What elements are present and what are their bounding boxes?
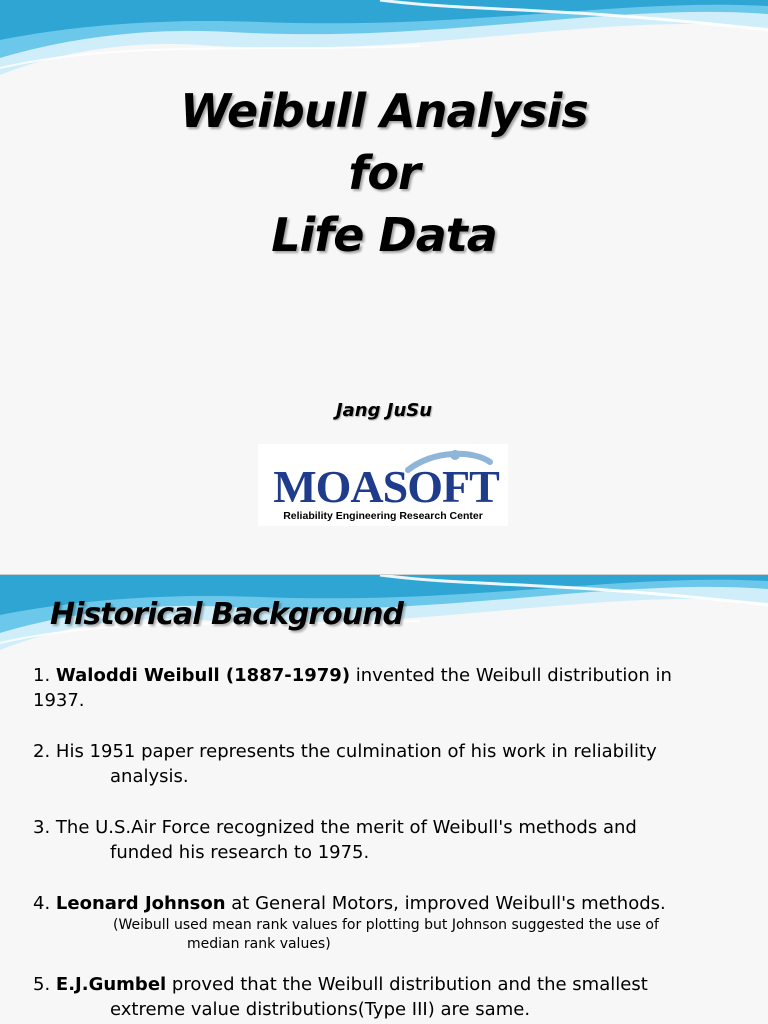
- item-number: 4.: [33, 893, 51, 914]
- item-number: 1.: [33, 665, 51, 686]
- item-number: 2.: [33, 741, 51, 762]
- presentation-title: [0, 80, 768, 266]
- item-continuation: analysis.: [110, 766, 189, 787]
- content-slide: [0, 575, 768, 1024]
- title-line-1: Weibull Analysis: [180, 84, 588, 138]
- item-text: at General Motors, improved Weibull's methods.: [225, 893, 666, 914]
- list-item: [33, 739, 733, 789]
- item-continuation: funded his research to 1975.: [110, 842, 370, 863]
- note-text: (Weibull used mean rank values for plotting but Johnson suggested the use of: [113, 917, 659, 933]
- item-text: The U.S.Air Force recognized the merit of Weibull's methods and: [50, 817, 637, 838]
- list-item: [33, 972, 733, 1022]
- item-continuation: 1937.: [33, 690, 85, 711]
- item-text: invented the Weibull distribution in: [350, 665, 672, 686]
- item-number: 3.: [33, 817, 51, 838]
- author-name: Jang JuSu: [335, 400, 433, 421]
- item-number: 5.: [33, 974, 51, 995]
- list-item: [33, 891, 733, 954]
- list-item: [33, 663, 733, 713]
- item-bold-text: E.J.Gumbel: [55, 974, 167, 995]
- item-text: His 1951 paper represents the culmination of his work in reliability: [50, 741, 657, 762]
- slide-heading: Historical Background: [50, 597, 403, 632]
- history-list: [33, 663, 733, 1024]
- logo-wordmark: MOASOFT: [273, 461, 499, 512]
- moasoft-logo: [258, 444, 508, 526]
- list-item: [33, 815, 733, 865]
- item-text: proved that the Weibull distribution and the smallest: [166, 974, 648, 995]
- item-bold-text: Waloddi Weibull (1887-1979): [55, 665, 351, 686]
- title-line-3: Life Data: [271, 208, 497, 262]
- header-swoosh: [0, 0, 768, 90]
- note-continuation: median rank values): [187, 936, 331, 952]
- item-bold-text: Leonard Johnson: [55, 893, 226, 914]
- title-line-2: for: [348, 146, 420, 200]
- logo-subtitle: Reliability Engineering Research Center: [283, 510, 483, 522]
- item-continuation: extreme value distributions(Type III) are same.: [110, 999, 531, 1020]
- item-note: [33, 916, 733, 954]
